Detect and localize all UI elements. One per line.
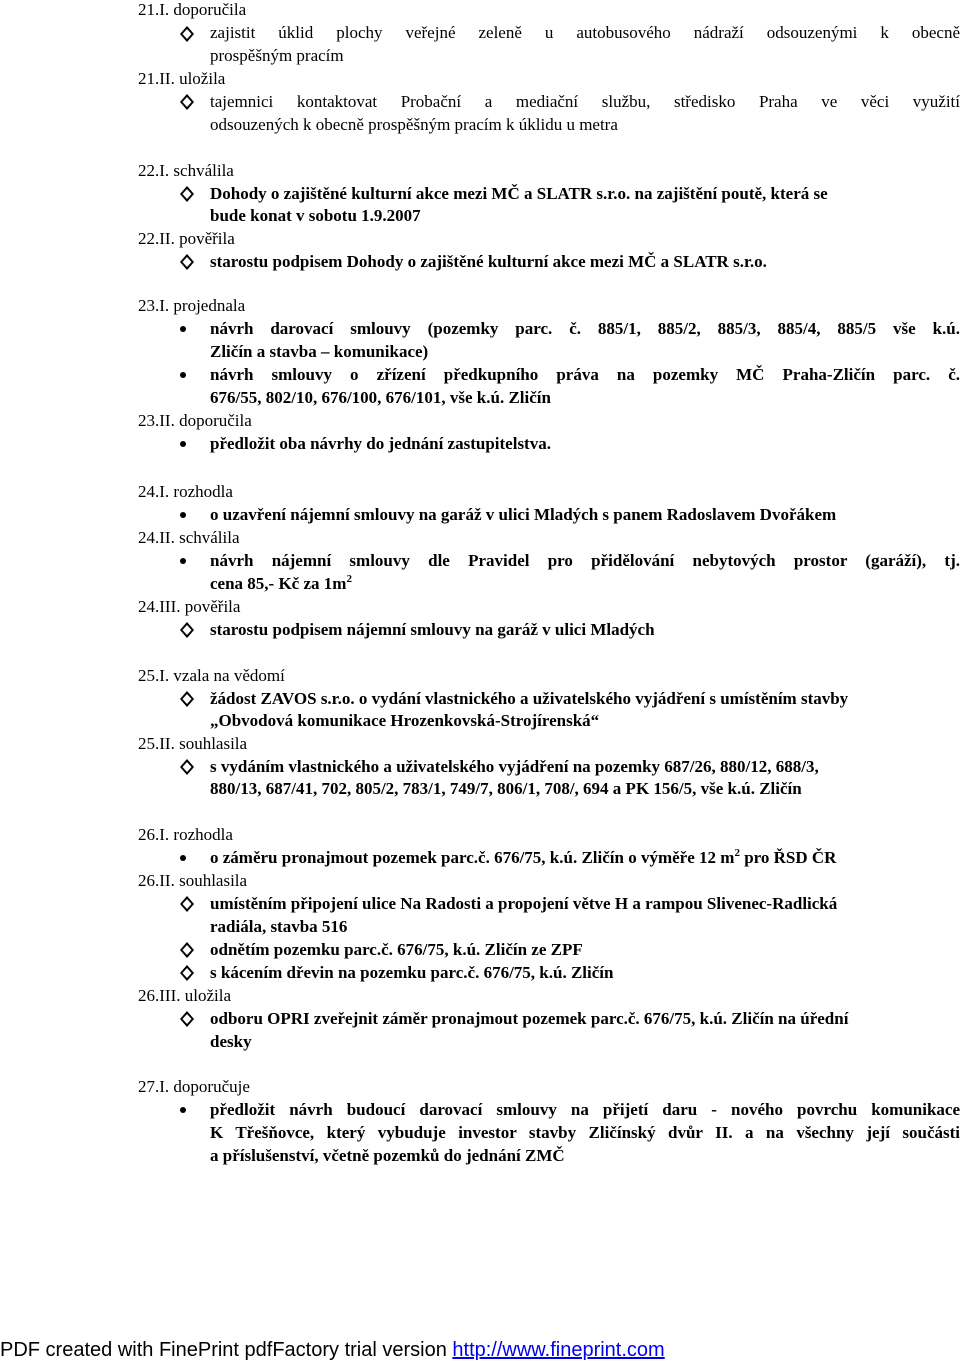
resolution-text-line (210, 1123, 960, 1143)
resolution-heading (138, 69, 225, 89)
line-text: 24.I. rozhodla (138, 482, 233, 501)
diamond-bullet-icon (177, 1009, 197, 1029)
resolution-heading (138, 482, 233, 502)
resolution-text-line (210, 115, 618, 135)
resolution-text-line (210, 917, 347, 937)
line-text: 676/55, 802/10, 676/100, 676/101, vše k.ú. Zličín (210, 388, 551, 407)
line-text: tajemnici kontaktovat Probační a mediační službu, středisko Praha ve věci využití (210, 92, 960, 111)
dot-bullet-icon (180, 326, 186, 332)
superscript: 2 (734, 847, 740, 859)
dot-bullet-icon (180, 558, 186, 564)
resolution-text-line (210, 434, 551, 454)
line-text: 23.I. projednala (138, 296, 246, 315)
line-text: bude konat v sobotu 1.9.2007 (210, 206, 421, 225)
resolution-heading (138, 825, 233, 845)
resolution-text-line (210, 342, 428, 362)
line-text: „Obvodová komunikace Hrozenkovská-Strojírenská“ (210, 711, 600, 730)
line-text: návrh smlouvy o zřízení předkupního práva na pozemky MČ Praha-Zličín parc. č. (210, 365, 960, 384)
line-text: odboru OPRI zveřejnit záměr pronajmout pozemek parc.č. 676/75, k.ú. Zličín na úřední (210, 1009, 849, 1028)
line-text: umístěním připojení ulice Na Radosti a propojení větve H a rampou Slivenec-Radlická (210, 894, 838, 913)
resolution-text-line (210, 711, 599, 731)
line-text: 27.I. doporučuje (138, 1077, 250, 1096)
line-text: desky (210, 1032, 252, 1051)
dot-bullet-icon (180, 512, 186, 518)
diamond-bullet-icon (177, 184, 197, 204)
diamond-bullet-icon (177, 689, 197, 709)
line-text: s vydáním vlastnického a uživatelského vyjádření na pozemky 687/26, 880/12, 688/3, (210, 757, 819, 776)
line-text: cena 85,- Kč za 1m (210, 574, 347, 593)
resolution-text-line (210, 1100, 960, 1120)
line-text: s kácením dřevin na pozemku parc.č. 676/75, k.ú. Zličín (210, 963, 614, 982)
dot-bullet-icon (180, 1107, 186, 1113)
line-text: 880/13, 687/41, 702, 805/2, 783/1, 749/7, 806/1, 708/, 694 a PK 156/5, vše k.ú. Zličín (210, 779, 802, 798)
dot-bullet-icon (180, 855, 186, 861)
dot-bullet-icon (180, 372, 186, 378)
diamond-bullet-icon (177, 620, 197, 640)
resolution-heading (138, 986, 231, 1006)
line-text: 26.II. souhlasila (138, 871, 248, 890)
line-text: odsouzených k obecně prospěšným pracím k úklidu u metra (210, 115, 618, 134)
resolution-heading (138, 597, 240, 617)
line-text: 22.II. pověřila (138, 229, 235, 248)
resolution-heading (138, 528, 240, 548)
resolution-text-line (210, 894, 837, 914)
diamond-bullet-icon (177, 963, 197, 983)
pdf-footer (0, 1338, 665, 1362)
line-text: starostu podpisem Dohody o zajištěné kulturní akce mezi MČ a SLATR s.r.o. (210, 252, 767, 271)
line-text: o záměru pronajmout pozemek parc.č. 676/75, k.ú. Zličín o výměře 12 m (210, 848, 735, 867)
resolution-text-line (210, 23, 960, 43)
line-text: návrh darovací smlouvy (pozemky parc. č. 885/1, 885/2, 885/3, 885/4, 885/5 vše k.ú. (210, 319, 960, 338)
resolution-text-line (210, 551, 960, 571)
resolution-text-line (210, 365, 960, 385)
line-text: 24.III. pověřila (138, 597, 241, 616)
resolution-heading (138, 871, 247, 891)
resolution-text-line (210, 1009, 848, 1029)
resolution-heading (138, 411, 252, 431)
resolution-text-line (210, 779, 802, 799)
line-text-tail: pro ŘSD ČR (739, 848, 837, 867)
line-text: prospěšným pracím (210, 46, 344, 65)
footer-text: PDF created with FinePrint pdfFactory trial version (0, 1339, 453, 1361)
resolution-text-line (210, 92, 960, 112)
resolution-heading (138, 229, 235, 249)
line-text: K Třešňovce, který vybuduje investor stavby Zličínský dvůr II. a na všechny její součásti (210, 1123, 960, 1142)
resolution-heading (138, 0, 246, 20)
line-text: návrh nájemní smlouvy dle Pravidel pro přidělování nebytových prostor (garáží), tj. (210, 551, 960, 570)
resolution-text-line (210, 505, 836, 525)
line-text: 26.III. uložila (138, 986, 231, 1005)
line-text: Dohody o zajištěné kulturní akce mezi MČ a SLATR s.r.o. na zajištění poutě, která se (210, 184, 828, 203)
line-text: a příslušenství, včetně pozemků do jednání ZMČ (210, 1146, 565, 1165)
line-text: 22.I. schválila (138, 161, 234, 180)
resolution-text-line (210, 184, 828, 204)
resolution-heading (138, 666, 285, 686)
resolution-text-line (210, 1032, 252, 1052)
dot-bullet-icon (180, 441, 186, 447)
resolution-text-line (210, 206, 421, 226)
line-text: odnětím pozemku parc.č. 676/75, k.ú. Zličín ze ZPF (210, 940, 583, 959)
line-text: radiála, stavba 516 (210, 917, 348, 936)
line-text: 21.II. uložila (138, 69, 226, 88)
resolution-heading (138, 1077, 250, 1097)
line-text: žádost ZAVOS s.r.o. o vydání vlastnického a uživatelského vyjádření s umístěním stavby (210, 689, 849, 708)
resolution-text-line (210, 757, 819, 777)
resolution-text-line (210, 620, 655, 640)
line-text: 21.I. doporučila (138, 0, 247, 19)
diamond-bullet-icon (177, 757, 197, 777)
line-text: 25.I. vzala na vědomí (138, 666, 285, 685)
line-text: předložit oba návrhy do jednání zastupitelstva. (210, 434, 551, 453)
diamond-bullet-icon (177, 940, 197, 960)
resolution-text-line (210, 689, 848, 709)
resolution-text-line (210, 574, 352, 594)
line-text: 24.II. schválila (138, 528, 240, 547)
line-text: o uzavření nájemní smlouvy na garáž v ulici Mladých s panem Radoslavem Dvořákem (210, 505, 837, 524)
resolution-heading (138, 161, 234, 181)
line-text: 25.II. souhlasila (138, 734, 248, 753)
superscript: 2 (346, 573, 352, 585)
resolution-text-line (210, 963, 613, 983)
resolution-text-line (210, 46, 344, 66)
resolution-text-line (210, 319, 960, 339)
resolution-text-line (210, 388, 551, 408)
diamond-bullet-icon (177, 24, 197, 44)
resolution-text-line (210, 1146, 565, 1166)
resolution-heading (138, 734, 247, 754)
footer-link[interactable]: http://www.fineprint.com (452, 1339, 665, 1361)
diamond-bullet-icon (177, 92, 197, 112)
resolution-text-line (210, 848, 836, 868)
line-text: předložit návrh budoucí darovací smlouvy na přijetí daru - nového povrchu komunikace (210, 1100, 960, 1119)
line-text: zajistit úklid plochy veřejné zeleně u autobusového nádraží odsouzenými k obecně (210, 23, 960, 42)
resolution-heading (138, 296, 245, 316)
line-text: Zličín a stavba – komunikace) (210, 342, 429, 361)
line-text: 26.I. rozhodla (138, 825, 233, 844)
line-text: starostu podpisem nájemní smlouvy na garáž v ulici Mladých (210, 620, 655, 639)
diamond-bullet-icon (177, 894, 197, 914)
diamond-bullet-icon (177, 252, 197, 272)
resolution-text-line (210, 940, 583, 960)
resolution-text-line (210, 252, 767, 272)
line-text: 23.II. doporučila (138, 411, 252, 430)
